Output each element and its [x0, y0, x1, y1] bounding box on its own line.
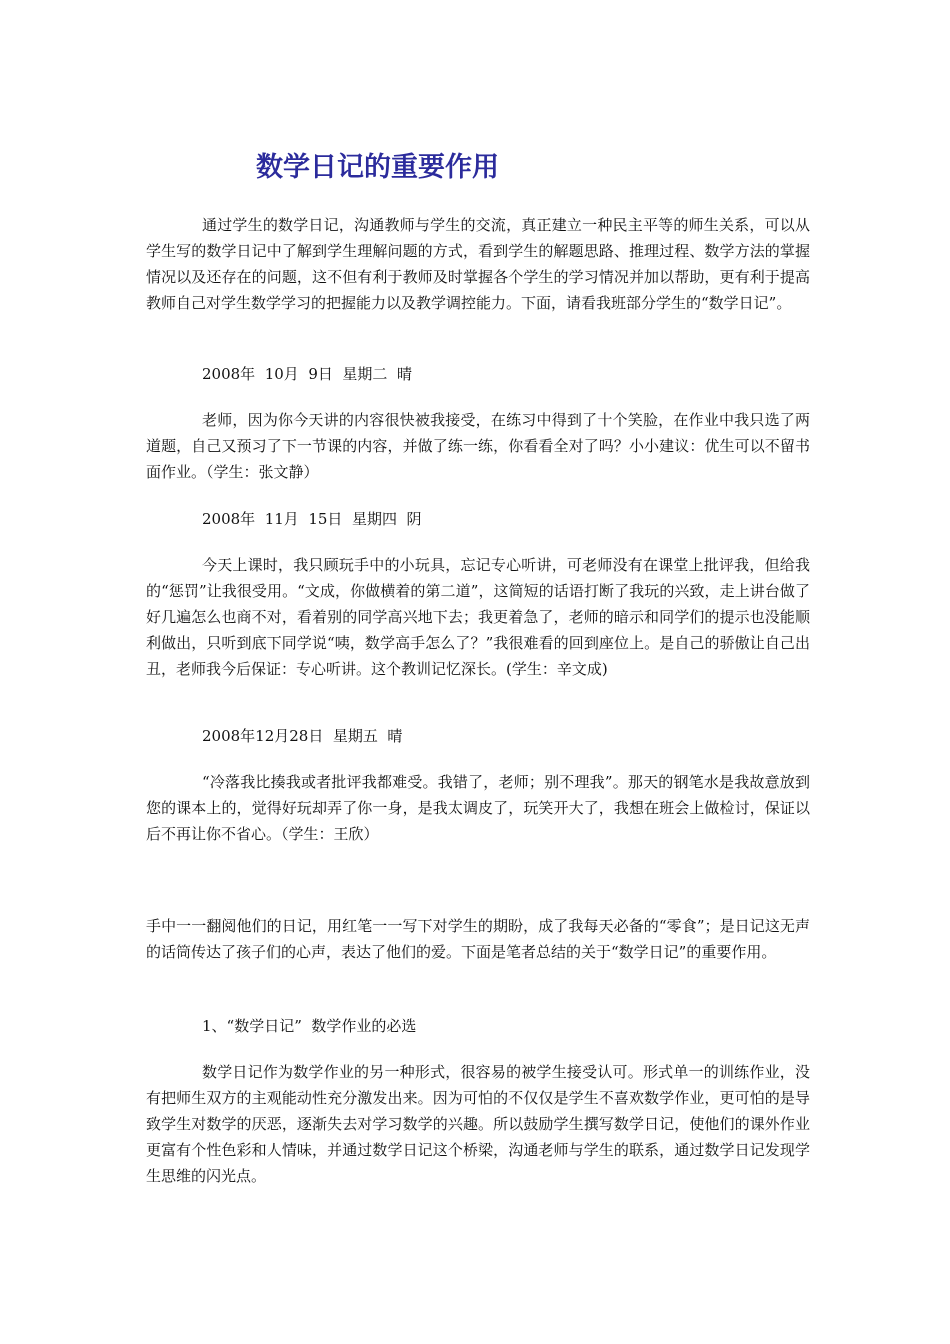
diary-date-2: 2008年 11月 15日 星期四 阴 [202, 510, 422, 528]
page-title: 数学日记的重要作用 [256, 152, 499, 183]
diary-date-1: 2008年 10月 9日 星期二 晴 [202, 365, 412, 383]
section-heading-1: 1、“数学日记” 数学作业的必选 [202, 1017, 417, 1035]
reflection-paragraph: 手中一一翻阅他们的日记，用红笔一一写下对学生的期盼，成了我每天必备的“零食”；是日记这无声的话筒传达了孩子们的心声，表达了他们的爱。下面是笔者总结的关于“数学日记”的重要作用。 [146, 917, 810, 961]
diary-date-3: 2008年12月28日 星期五 晴 [202, 727, 403, 745]
diary-entry-3: “冷落我比揍我或者批评我都难受。我错了，老师；别不理我”。那天的钢笔水是我故意放到您的课本上的，觉得好玩却弄了你一身，是我太调皮了，玩笑开大了，我想在班会上做检讨，保证以后不再让你不省心。（学生：王欣） [146, 773, 810, 843]
diary-entry-1: 老师，因为你今天讲的内容很快被我接受，在练习中得到了十个笑脸，在作业中我只选了两道题，自己又预习了下一节课的内容，并做了练一练，你看看全对了吗？小小建议：优生可以不留书面作业。（学生：张文静） [146, 411, 810, 481]
section-paragraph-1: 数学日记作为数学作业的另一种形式，很容易的被学生接受认可。形式单一的训练作业，没有把师生双方的主观能动性充分激发出来。因为可怕的不仅仅是学生不喜欢数学作业，更可怕的是导致学生对数学的厌恶，逐渐失去对学习数学的兴趣。所以鼓励学生撰写数学日记，使他们的课外作业更富有个性色彩和人情味，并通过数学日记这个桥梁，沟通老师与学生的联系，通过数学日记发现学生思维的闪光点。 [146, 1063, 810, 1185]
diary-entry-2: 今天上课时，我只顾玩手中的小玩具，忘记专心听讲，可老师没有在课堂上批评我，但给我的“惩罚”让我很受用。“文成，你做横着的第二道”，这简短的话语打断了我玩的兴致，走上讲台做了好几遍怎么也商不对，看着别的同学高兴地下去；我更着急了，老师的暗示和同学们的提示也没能顺利做出，只听到底下同学说“咦，数学高手怎么了？”我很难看的回到座位上。是自己的骄傲让自己出丑，老师我今后保证：专心听讲。这个教训记忆深长。(学生：辛文成) [146, 556, 810, 678]
intro-paragraph: 通过学生的数学日记，沟通教师与学生的交流，真正建立一种民主平等的师生关系，可以从学生写的数学日记中了解到学生理解问题的方式，看到学生的解题思路、推理过程、数学方法的掌握情况以及还存在的问题，这不但有利于教师及时掌握各个学生的学习情况并加以帮助，更有利于提高教师自己对学生数学学习的把握能力以及教学调控能力。下面，请看我班部分学生的“数学日记”。 [146, 216, 810, 312]
